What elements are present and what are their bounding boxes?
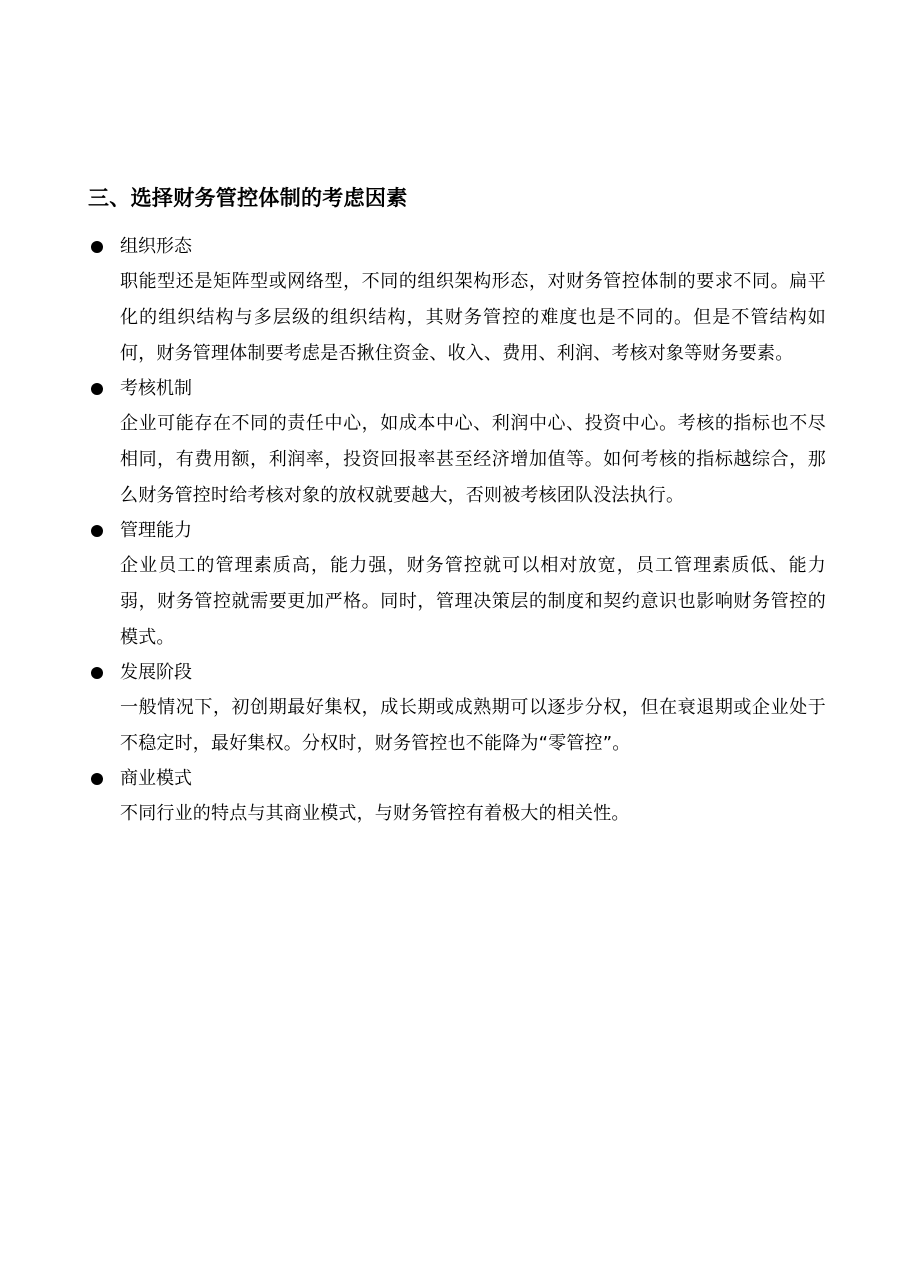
item-description: 不同行业的特点与其商业模式，与财务管控有着极大的相关性。 <box>120 803 630 824</box>
list-item-assessment-mechanism <box>88 372 828 514</box>
bullet-icon <box>91 383 103 395</box>
bullet-icon <box>91 525 103 537</box>
list-item-organization-form <box>88 230 828 372</box>
list-item-heading <box>88 372 828 406</box>
list-item-heading <box>88 230 828 264</box>
bullet-icon <box>91 773 103 785</box>
bullet-icon <box>91 667 103 679</box>
factor-list <box>88 230 828 832</box>
item-label: 管理能力 <box>120 520 192 541</box>
list-item-heading <box>88 514 828 548</box>
item-description: 一般情况下，初创期最好集权，成长期或成熟期可以逐步分权，但在衰退期或企业处于不稳定时，最好集权。分权时，财务管控也不能降为“零管控”。 <box>120 697 826 754</box>
list-item-development-stage <box>88 656 828 762</box>
list-item-business-model <box>88 762 828 832</box>
item-description: 职能型还是矩阵型或网络型，不同的组织架构形态，对财务管控体制的要求不同。扁平化的组织结构与多层级的组织结构，其财务管控的难度也是不同的。但是不管结构如何，财务管理体制要考虑是否揪住资金、收入、费用、利润、考核对象等财务要素。 <box>120 271 826 364</box>
item-label: 发展阶段 <box>120 662 192 683</box>
item-description: 企业可能存在不同的责任中心，如成本中心、利润中心、投资中心。考核的指标也不尽相同，有费用额，利润率，投资回报率甚至经济增加值等。如何考核的指标越综合，那么财务管控时给考核对象的放权就要越大，否则被考核团队没法执行。 <box>120 413 826 506</box>
item-label: 考核机制 <box>120 378 192 399</box>
list-item-heading <box>88 656 828 690</box>
item-label: 组织形态 <box>120 236 192 257</box>
section-title: 三、选择财务管控体制的考虑因素 <box>88 186 408 210</box>
item-description: 企业员工的管理素质高，能力强，财务管控就可以相对放宽，员工管理素质低、能力弱，财务管控就需要更加严格。同时，管理决策层的制度和契约意识也影响财务管控的模式。 <box>120 555 826 648</box>
item-label: 商业模式 <box>120 768 192 789</box>
list-item-heading <box>88 762 828 796</box>
bullet-icon <box>91 241 103 253</box>
list-item-management-capability <box>88 514 828 656</box>
